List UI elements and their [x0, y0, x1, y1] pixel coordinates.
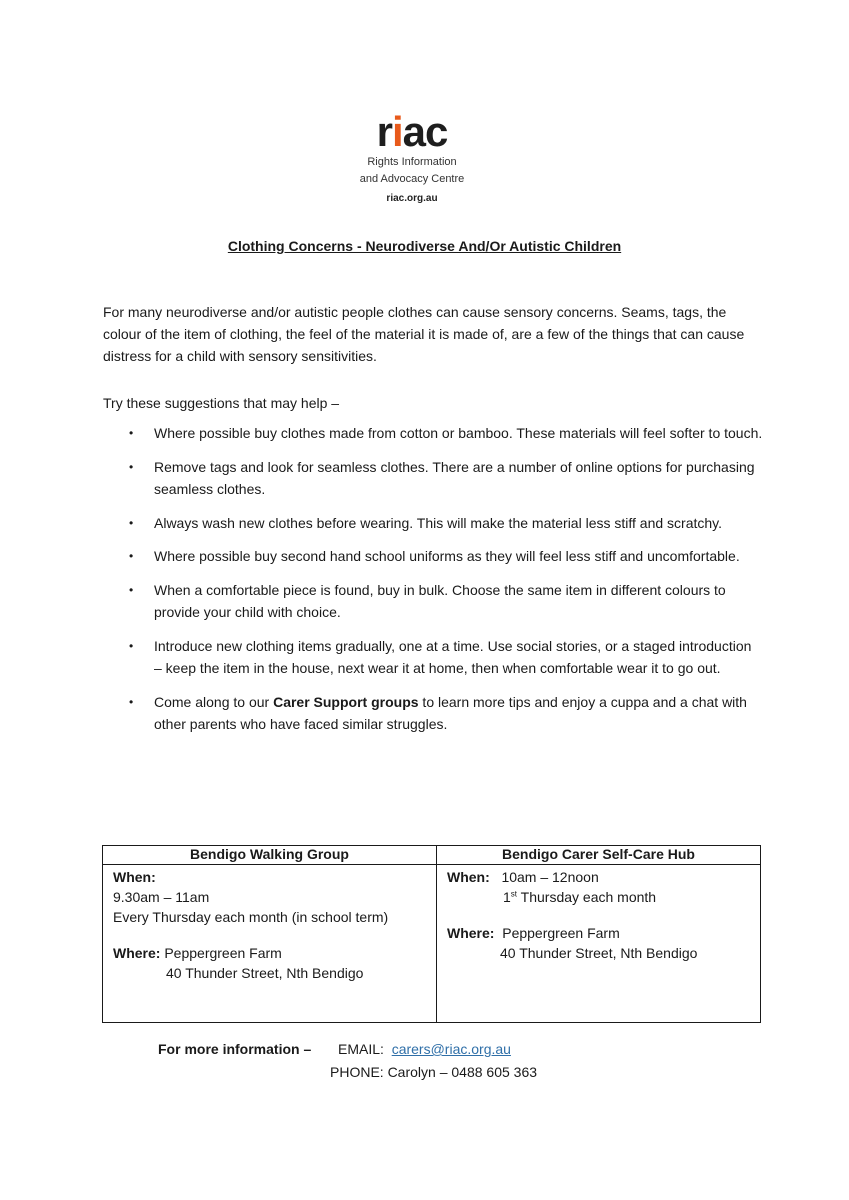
document-title: Clothing Concerns - Neurodiverse And/Or Autistic Children [227, 238, 622, 254]
self-care-hub-details [437, 865, 761, 1023]
where-label: Where: [113, 945, 161, 961]
list-item: • Remove tags and look for seamless clothes. There are a number of online options for purchasing seamless clothes. [103, 456, 763, 501]
suggestions-lead: Try these suggestions that may help – [103, 395, 340, 411]
carer-support-groups-text: Carer Support groups [273, 693, 419, 710]
when-label: When: [113, 869, 156, 885]
list-item: • When a comfortable piece is found, buy in bulk. Choose the same item in different colours to provide your child with choice. [103, 579, 763, 624]
riac-logo [352, 108, 472, 204]
bullet-icon: • [129, 549, 134, 563]
walking-group-heading: Bendigo Walking Group [103, 846, 437, 865]
contact-email: EMAIL: carers@riac.org.au [338, 1041, 511, 1057]
walking-group-time: 9.30am – 11am [113, 889, 210, 905]
walking-group-place: Peppergreen Farm [164, 945, 282, 961]
tips-list [103, 422, 763, 747]
bullet-icon: • [129, 638, 134, 653]
list-item: • Introduce new clothing items gradually, one at a time. Use social stories, or a staged introduction – keep the item in the house, next wear it at home, then when comfortable wear it to go out. [103, 635, 763, 680]
self-care-hub-place: Peppergreen Farm [502, 925, 620, 941]
more-info-label: For more information – [158, 1041, 312, 1057]
where-label: Where: [447, 925, 495, 941]
intro-paragraph: For many neurodiverse and/or autistic people clothes can cause sensory concerns. Seams, tags, the colour of the item of clothing, the feel of the material it is made of, are a few of the things that can cause distress for a child with sensory sensitivities. [103, 304, 745, 364]
support-groups-table [102, 845, 761, 1023]
self-care-hub-time: 10am – 12noon [501, 869, 599, 885]
walking-group-schedule: Every Thursday each month (in school term) [113, 909, 389, 925]
walking-group-details [103, 865, 437, 1023]
list-item: • Where possible buy second hand school uniforms as they will feel less stiff and uncomfortable. [103, 545, 763, 568]
bullet-icon: • [129, 459, 134, 474]
contact-phone: PHONE: Carolyn – 0488 605 363 [330, 1064, 538, 1080]
list-item: • Come along to our Carer Support groups to learn more tips and enjoy a cuppa and a chat with other parents who have faced similar struggles. [103, 691, 763, 736]
self-care-hub-address: 40 Thunder Street, Nth Bendigo [500, 945, 698, 961]
email-link[interactable]: carers@riac.org.au [391, 1041, 511, 1057]
logo-tagline-line2: and Advocacy Centre [359, 173, 465, 185]
logo-url: riac.org.au [386, 193, 438, 204]
when-label: When: [447, 869, 490, 885]
walking-group-address: 40 Thunder Street, Nth Bendigo [166, 965, 364, 981]
bullet-icon: • [129, 582, 134, 597]
self-care-hub-heading: Bendigo Carer Self-Care Hub [437, 846, 761, 865]
bullet-icon: • [129, 426, 134, 440]
logo-tagline-line1: Rights Information [367, 156, 457, 168]
bullet-icon: • [129, 515, 134, 530]
bullet-icon: • [129, 694, 134, 709]
self-care-hub-schedule: 1st Thursday each month [503, 889, 657, 905]
list-item: • Where possible buy clothes made from cotton or bamboo. These materials will feel softer to touch. [103, 422, 763, 445]
list-item: • Always wash new clothes before wearing. This will make the material less stiff and scratchy. [103, 512, 763, 535]
logo-wordmark: riac [376, 108, 448, 155]
